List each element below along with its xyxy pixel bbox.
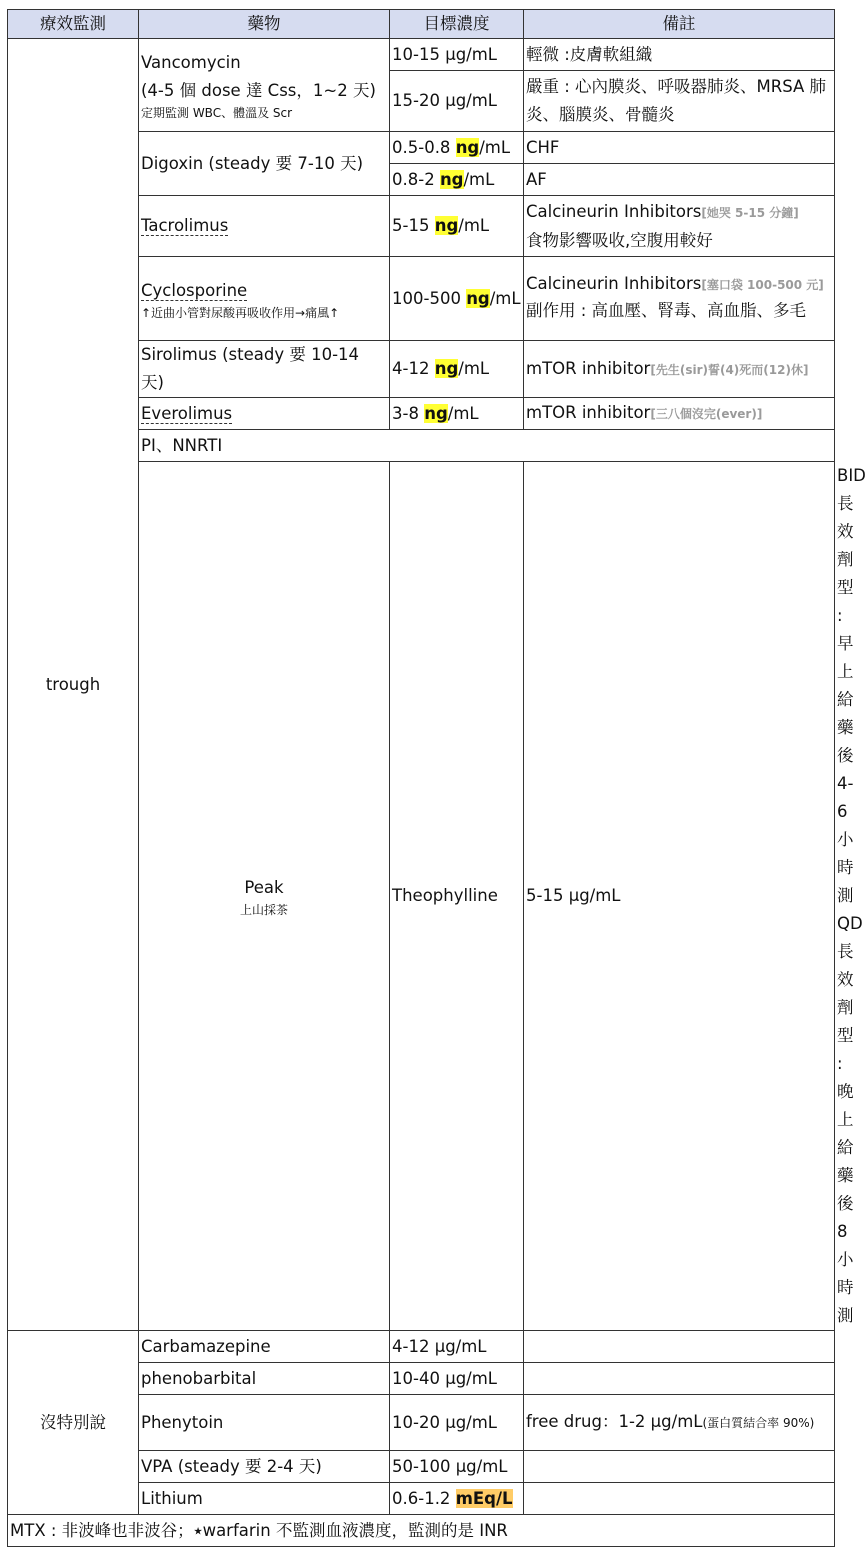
vpa-conc: 50-100 μg/mL xyxy=(390,1451,524,1483)
siro-remark: mTOR inhibitor[先生(sir)誓(4)死而(12)休] xyxy=(524,341,835,398)
drug-pi-nnrti: PI、NNRTI xyxy=(139,430,835,462)
drug-cyclosporine: Cyclosporine ↑近曲小管對尿酸再吸收作用→痛風↑ xyxy=(139,257,390,341)
vanco-conc-1: 10-15 μg/mL xyxy=(390,39,524,71)
pheny-conc: 10-20 μg/mL xyxy=(390,1395,524,1451)
digoxin-remark-1: CHF xyxy=(524,132,835,164)
vanco-name: Vancomycin xyxy=(141,53,241,72)
drug-digoxin: Digoxin (steady 要 7-10 天) xyxy=(139,132,390,196)
group-trough: trough xyxy=(8,39,139,1331)
pheno-conc: 10-40 μg/mL xyxy=(390,1363,524,1395)
drug-carbamazepine: Carbamazepine xyxy=(139,1331,390,1363)
drug-sirolimus: Sirolimus (steady 要 10-14 天) xyxy=(139,341,390,398)
drug-phenytoin: Phenytoin xyxy=(139,1395,390,1451)
carba-conc: 4-12 μg/mL xyxy=(390,1331,524,1363)
li-remark xyxy=(524,1483,835,1515)
drug-vancomycin xyxy=(139,39,390,132)
header-remarks: 備註 xyxy=(524,10,835,39)
digoxin-conc-1: 0.5-0.8 ng/mL xyxy=(390,132,524,164)
vanco-sub: (4-5 個 dose 達 Css，1~2 天) xyxy=(141,81,376,100)
evero-conc: 3-8 ng/mL xyxy=(390,398,524,430)
drug-lithium: Lithium xyxy=(139,1483,390,1515)
header-monitoring: 療效監測 xyxy=(8,10,139,39)
drug-tacrolimus: Tacrolimus xyxy=(139,196,390,257)
vanco-note: 定期監測 WBC、體溫及 Scr xyxy=(141,106,293,120)
vanco-remark-1: 輕微 :皮膚軟組織 xyxy=(524,39,835,71)
digoxin-conc-2: 0.8-2 ng/mL xyxy=(390,164,524,196)
drug-everolimus: Everolimus xyxy=(139,398,390,430)
li-conc: 0.6-1.2 mEq/L xyxy=(390,1483,524,1515)
drug-monitoring-table: 療效監測 藥物 目標濃度 備註 trough Vancomycin (4-5 個 dose 達 Css，1~2 天) 定期監測 WBC、體溫及 Scr 10-15 μg/mL 輕微 :皮膚軟組織 15-20 μg/mL 嚴重 : 心內膜炎、呼吸器肺炎、MRSA 肺炎、腦膜炎、骨髓炎 Digoxin (steady 要 7-10 天) 0.5-0.8 ng/mL CHF 0.8-2 ng/mL AF Tacrolimus 5-15 ng/mL Calcineurin Inhibitors[她哭 5-15 分鐘] 食物影響吸收,空腹用較好 Cyclosporine ↑近曲小管對尿酸再吸收作用→痛風↑ 100-500 ng/mL Calcineurin Inhibitors[塞口袋 100-500 元] 副作用 : 高血壓、腎毒、高血脂、多毛 Sirolimus (steady 要 10-14 天) 4-12 ng/mL mTOR inhibitor[先生(sir)誓(4)死而(12)休] Everolimus 3-8 ng/mL mTOR inhibitor[三八個沒完(ever)] PI、NNRTI Peak 上山採茶 Theophylline 5-15 μg/mL BID 長效劑型 : 早上給藥後 4-6 小時測 QD 長效劑型 : 晚上給藥後 8 小時測 沒特別說 Carbamazepine 4-12 μg/mL phenobarbital 10-40 μg/mL Phenytoin 10-20 μg/mL free drug：1-2 μg/mL(蛋白質結合率 90%) VPA (steady 要 2-4 天) 50-100 μg/mL Lithium 0.6-1.2 mEq/L MTX : 非波峰也非波谷；⭑warfarin 不監測血液濃度，監測的是 INR xyxy=(7,9,835,1547)
header-row xyxy=(8,10,835,39)
cyclo-conc: 100-500 ng/mL xyxy=(390,257,524,341)
pheno-remark xyxy=(524,1363,835,1395)
footer-note: MTX : 非波峰也非波谷；⭑warfarin 不監測血液濃度，監測的是 INR xyxy=(8,1515,835,1547)
group-peak: Peak 上山採茶 xyxy=(139,462,390,1331)
theo-conc: 5-15 μg/mL xyxy=(524,462,835,1331)
tacro-remark: Calcineurin Inhibitors[她哭 5-15 分鐘] 食物影響吸收,空腹用較好 xyxy=(524,196,835,257)
header-target: 目標濃度 xyxy=(390,10,524,39)
drug-phenobarbital: phenobarbital xyxy=(139,1363,390,1395)
pheny-remark: free drug：1-2 μg/mL(蛋白質結合率 90%) xyxy=(524,1395,835,1451)
vanco-conc-2: 15-20 μg/mL xyxy=(390,71,524,132)
carba-remark xyxy=(524,1331,835,1363)
digoxin-remark-2: AF xyxy=(524,164,835,196)
vpa-remark xyxy=(524,1451,835,1483)
drug-theophylline: Theophylline xyxy=(390,462,524,1331)
header-drug: 藥物 xyxy=(139,10,390,39)
cyclo-remark: Calcineurin Inhibitors[塞口袋 100-500 元] 副作用 : 高血壓、腎毒、高血脂、多毛 xyxy=(524,257,835,341)
drug-vpa: VPA (steady 要 2-4 天) xyxy=(139,1451,390,1483)
group-none: 沒特別說 xyxy=(8,1331,139,1515)
siro-conc: 4-12 ng/mL xyxy=(390,341,524,398)
evero-remark: mTOR inhibitor[三八個沒完(ever)] xyxy=(524,398,835,430)
tacro-conc: 5-15 ng/mL xyxy=(390,196,524,257)
vanco-remark-2: 嚴重 : 心內膜炎、呼吸器肺炎、MRSA 肺炎、腦膜炎、骨髓炎 xyxy=(524,71,835,132)
